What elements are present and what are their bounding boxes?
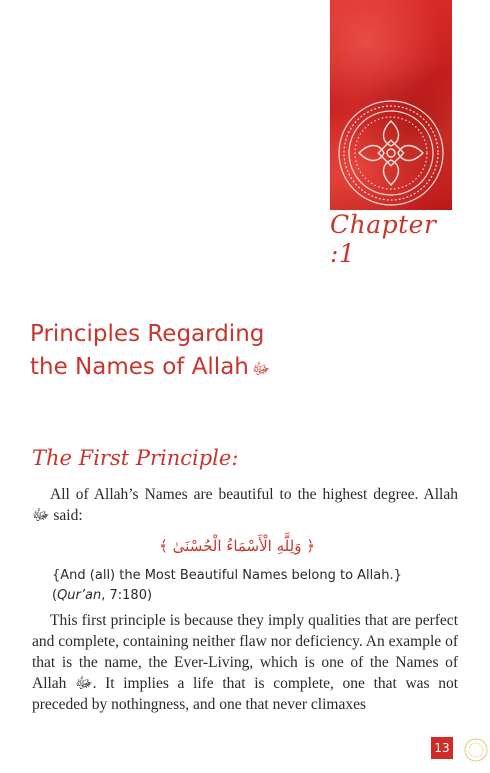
chapter-title-line1: Principles Regarding — [30, 321, 265, 347]
quran-verse-arabic: ﴿ وَلِلَّهِ الْأَسْمَاءُ الْحُسْنَىٰ ﴾ — [159, 537, 315, 555]
chapter-title-line2: the Names of Allah — [30, 354, 249, 380]
paragraph-intro: All of Allah’s Names are beautiful to the highest degree. Allah ﷻ said: — [32, 486, 458, 524]
chapter-title — [30, 318, 330, 385]
honorific-glyph: ﷻ — [251, 359, 270, 378]
corner-ornament-icon — [458, 734, 490, 766]
verse-reference: , 7:180) — [101, 588, 153, 603]
chapter-label: Chapter :1 — [330, 210, 437, 268]
section-title: The First Principle: — [32, 446, 239, 470]
verse-source: Qur’an — [57, 588, 102, 603]
paragraph-explanation: This first principle is because they imply qualities that are perfect and complete, containing neither flaw nor deficiency. An example of that is the name, the Ever-Living, which is one of the Names of Allah ﷻ. It implies a life that is complete, one that was not preceded by nothingness, and one that never climaxes — [32, 612, 459, 713]
page-number: 13 — [431, 737, 453, 759]
verse-translation-text: {And (all) the Most Beautiful Names belong to Allah.} ( — [52, 568, 402, 603]
verse-translation — [52, 566, 452, 606]
ornament-medallion-icon — [334, 96, 448, 210]
